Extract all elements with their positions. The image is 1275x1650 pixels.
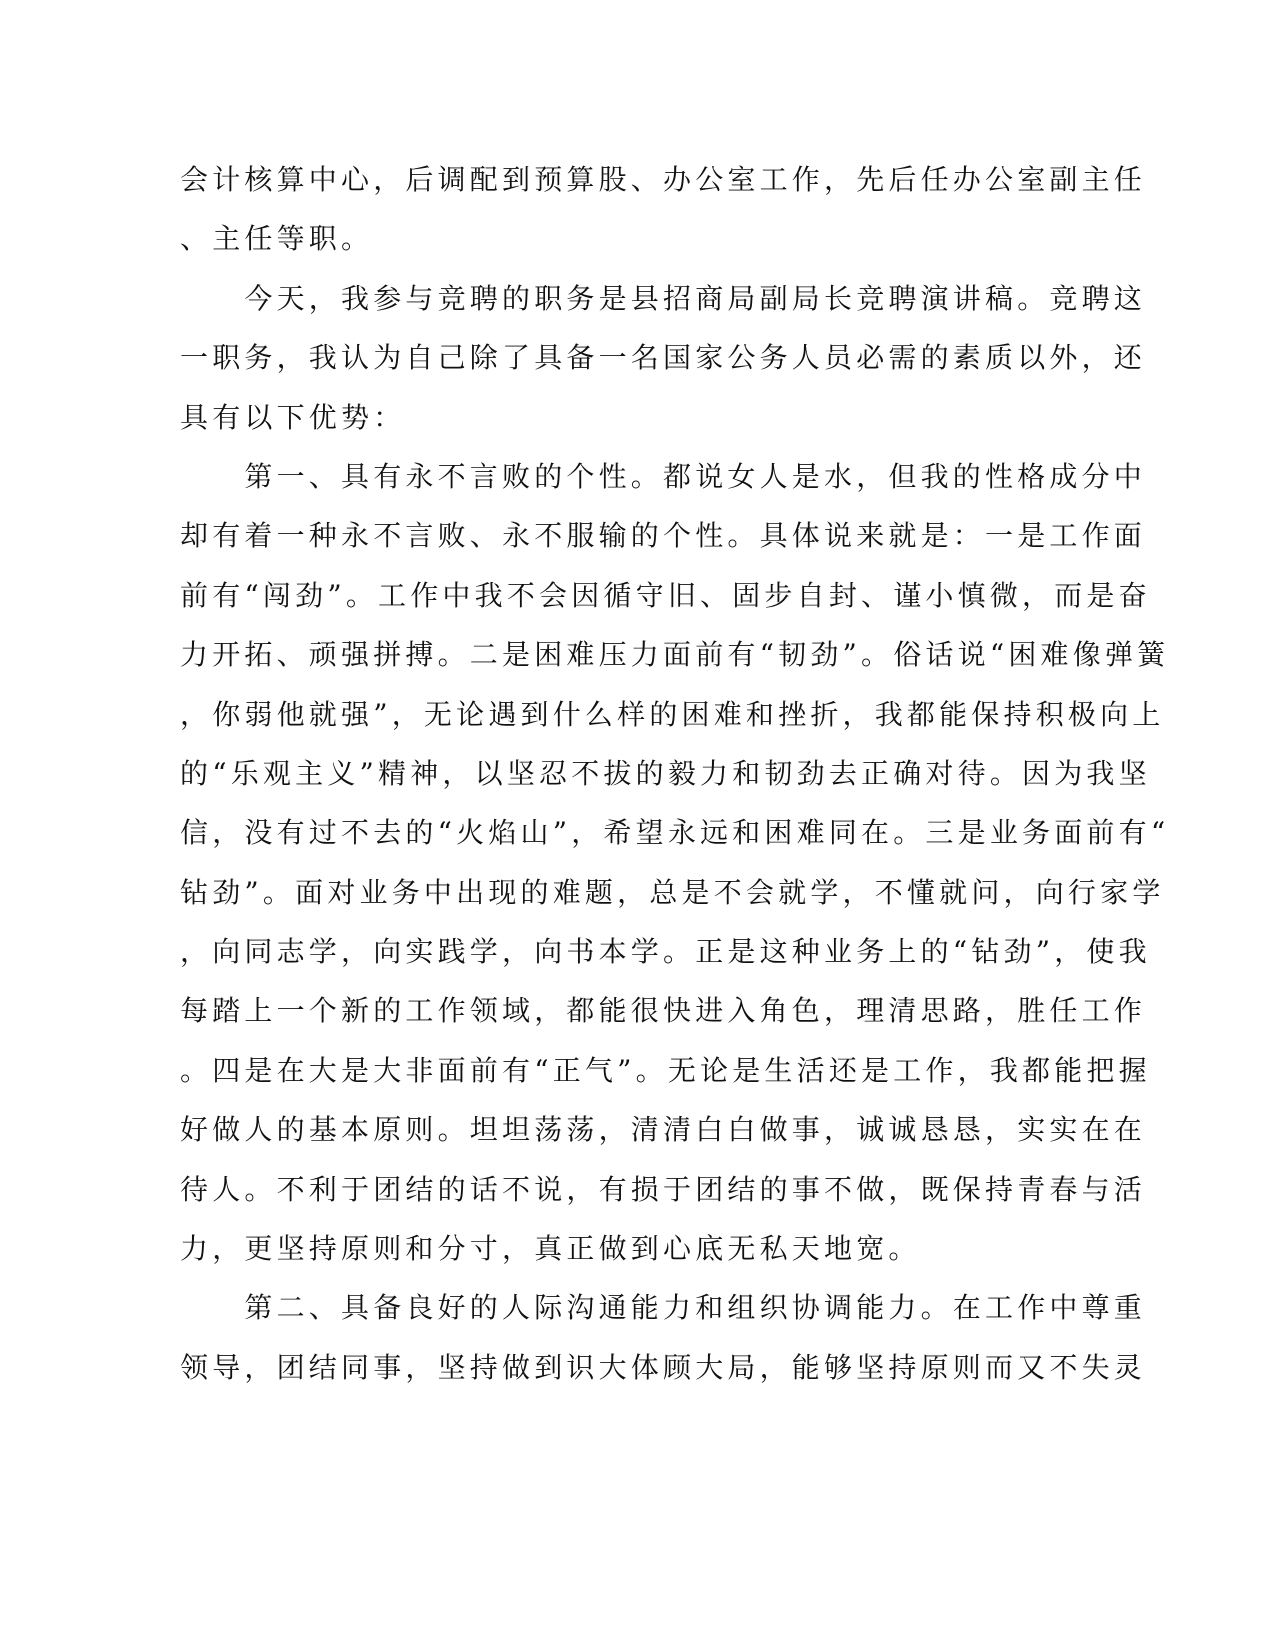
text-line: 每踏上一个新的工作领域，都能很快进入角色，理清思路，胜任工作: [180, 994, 1147, 1028]
text-line: 第一、具有永不言败的个性。都说女人是水，但我的性格成分中: [180, 459, 1147, 493]
text-line: 却有着一种永不言败、永不服输的个性。具体说来就是：一是工作面: [180, 519, 1147, 553]
text-line: 第二、具备良好的人际沟通能力和组织协调能力。在工作中尊重: [180, 1291, 1147, 1325]
text-line: 前有“闯劲”。工作中我不会因循守旧、固步自封、谨小慎微，而是奋: [180, 578, 1151, 612]
text-line: 今天，我参与竞聘的职务是县招商局副局长竞聘演讲稿。竞聘这: [180, 281, 1147, 315]
text-line: 力，更坚持原则和分寸，真正做到心底无私天地宽。: [180, 1232, 921, 1266]
text-line: 。四是在大是大非面前有“正气”。无论是生活还是工作，我都能把握: [180, 1053, 1151, 1087]
text-line: 力开拓、顽强拼搏。二是困难压力面前有“韧劲”。俗话说“困难像弹簧: [180, 638, 1170, 672]
text-line: ，向同志学，向实践学，向书本学。正是这种业务上的“钻劲”，使我: [180, 935, 1151, 969]
text-line: ，你弱他就强”，无论遇到什么样的困难和挫折，我都能保持积极向上: [180, 697, 1165, 731]
text-line: 一职务，我认为自己除了具备一名国家公务人员必需的素质以外，还: [180, 341, 1147, 375]
text-line: 、主任等职。: [180, 222, 374, 256]
text-line: 待人。不利于团结的话不说，有损于团结的事不做，既保持青春与活: [180, 1172, 1147, 1206]
text-line: 的“乐观主义”精神，以坚忍不拔的毅力和韧劲去正确对待。因为我坚: [180, 756, 1151, 790]
text-line: 会计核算中心，后调配到预算股、办公室工作，先后任办公室副主任: [180, 163, 1147, 196]
text-line: 领导，团结同事，坚持做到识大体顾大局，能够坚持原则而又不失灵: [180, 1350, 1147, 1384]
text-line: 具有以下优势：: [180, 400, 406, 434]
text-line: 钻劲”。面对业务中出现的难题，总是不会就学，不懂就问，向行家学: [180, 875, 1165, 909]
text-line: 好做人的基本原则。坦坦荡荡，清清白白做事，诚诚恳恳，实实在在: [180, 1113, 1147, 1147]
text-line: 信，没有过不去的“火焰山”，希望永远和困难同在。三是业务面前有“: [180, 816, 1170, 850]
body-text: [180, 150, 1170, 1397]
